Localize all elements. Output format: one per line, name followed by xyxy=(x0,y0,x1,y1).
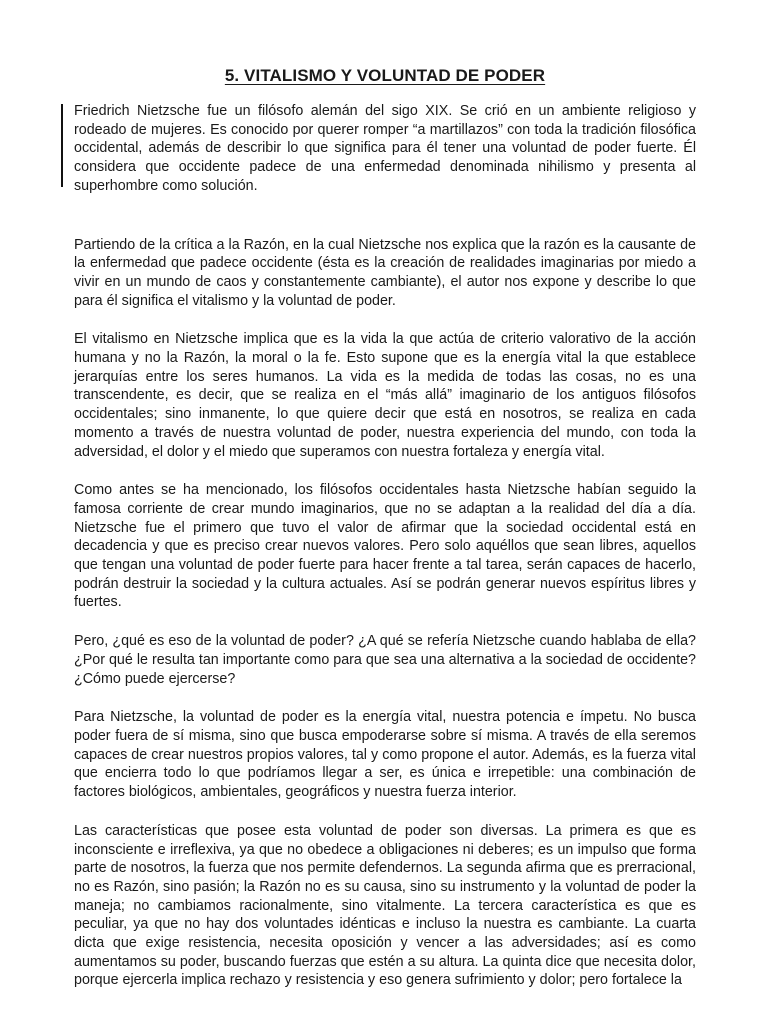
paragraph-nuevos-valores: Como antes se ha mencionado, los filósofos occidentales hasta Nietzsche habían seguido la famosa corriente de crear mundo imaginarios, que no se adaptan a la realidad del día a día. Nietzsche fue el primero que tuvo el valor de afirmar que la sociedad occidental está en decadencia y que es preciso crear nuevos valores. Pero solo aquéllos que sean libres, aquellos que tengan una voluntad de poder fuerte para hacer frente a tal tarea, serán capaces de hacerlo, podrán destruir la sociedad y la cultura actuales. Así se podrán generar nuevos espíritus libres y fuertes. xyxy=(74,482,696,611)
margin-change-bar xyxy=(61,104,63,187)
paragraph-critica-razon: Partiendo de la crítica a la Razón, en la cual Nietzsche nos explica que la razón es la causante de la enfermedad que padece occidente (ésta es la creación de realidades imaginarias por miedo a vivir en un mundo de caos y constantemente cambiante), el autor nos expone y describe lo que para él significa el vitalismo y la voluntad de poder. xyxy=(74,236,696,309)
paragraph-intro: Friedrich Nietzsche fue un filósofo alemán del sigo XIX. Se crió en un ambiente religioso y rodeado de mujeres. Es conocido por querer romper “a martillazos” con toda la tradición filosófica occidental, además de describir lo que significa para él tener una voluntad de poder fuerte. Él considera que occidente padece de una enfermedad denominada nihilismo y presenta al superhombre como solución. xyxy=(74,103,696,194)
paragraph-definicion-voluntad: Para Nietzsche, la voluntad de poder es la energía vital, nuestra potencia e ímpetu. No busca poder fuera de sí misma, sino que busca empoderarse sobre sí misma. A través de ella seremos capaces de crear nuestros propios valores, tal y como propone el autor. Además, es la fuerza vital que encierra todo lo que podríamos llegar a ser, es única e irrepetible: una combinación de factores biológicos, ambientales, geográficos y nuestra fuerza interior. xyxy=(74,709,696,801)
paragraph-preguntas: Pero, ¿qué es eso de la voluntad de poder? ¿A qué se refería Nietzsche cuando hablaba de ella? ¿Por qué le resulta tan importante como para que sea una alternativa a la sociedad de occidente? ¿Cómo puede ejercerse? xyxy=(74,633,696,687)
document-title: 5. VITALISMO Y VOLUNTAD DE PODER xyxy=(224,66,546,85)
paragraph-vitalismo: El vitalismo en Nietzsche implica que es la vida la que actúa de criterio valorativo de la acción humana y no la Razón, la moral o la fe. Esto supone que es la energía vital la que establece jerarquías entre los seres humanos. La vida es la medida de todas las cosas, no es una transcendente, es decir, que se realiza en el “más allá” imaginario de los antiguos filósofos occidentales; sino inmanente, lo que quiere decir que está en nosotros, se realiza en cada momento a través de nuestra voluntad de poder, nuestra experiencia del mundo, con toda la adversidad, el dolor y el miedo que superamos con nuestra fortaleza y energía vital. xyxy=(74,331,696,460)
paragraph-caracteristicas: Las características que posee esta voluntad de poder son diversas. La primera es que es inconsciente e irreflexiva, ya que no obedece a obligaciones ni deberes; es un impulso que forma parte de nosotros, la fuerza que nos permite defendernos. La segunda afirma que es prerracional, no es Razón, sino pasión; la Razón no es su causa, sino su instrumento y la voluntad de poder la maneja; no cambiamos racionalmente, sino vitalmente. La tercera característica es que es peculiar, ya que no hay dos voluntades idénticas e incluso la nuestra es cambiante. La cuarta dicta que exige resistencia, necesita oposición y vencer a las adversidades; así es como aumentamos su poder, buscando fuerzas que estén a su altura. La quinta dice que necesita dolor, porque ejercerla implica rechazo y resistencia y eso genera sufrimiento y dolor; pero fortalece la xyxy=(74,822,696,989)
